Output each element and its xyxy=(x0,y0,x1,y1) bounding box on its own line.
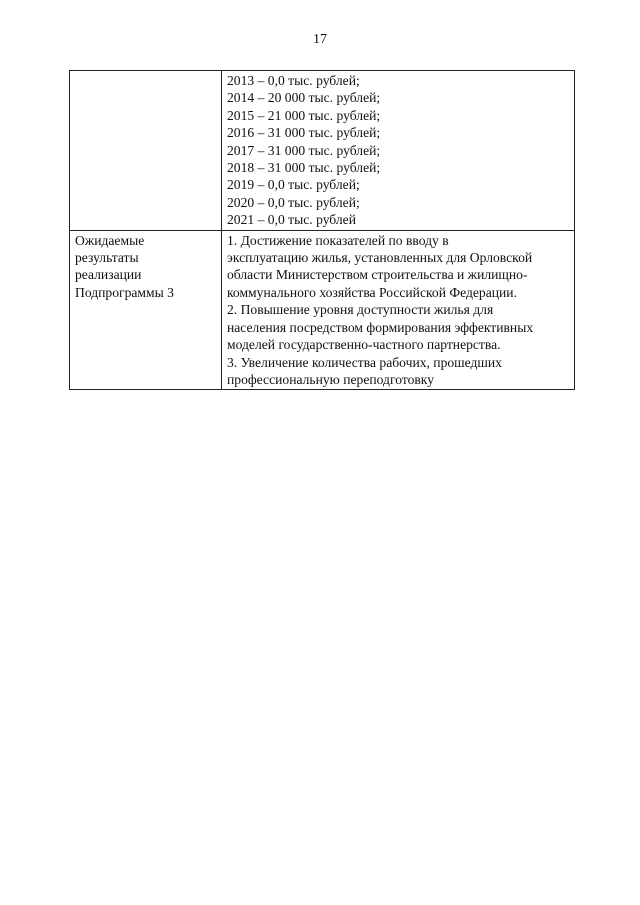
label-line: Подпрограммы 3 xyxy=(75,284,174,300)
financing-year-line: 2013 – 0,0 тыс. рублей; xyxy=(227,73,360,88)
financing-year-line: 2019 – 0,0 тыс. рублей; xyxy=(227,177,360,193)
page-number: 17 xyxy=(313,32,327,47)
result-line: коммунального хозяйства Российской Федерации. xyxy=(227,284,517,300)
expected-results-label-cell xyxy=(70,230,222,390)
result-line: 1. Достижение показателей по вводу в xyxy=(227,232,449,248)
label-line: Ожидаемые xyxy=(75,232,145,248)
label-cell-empty xyxy=(70,71,222,231)
result-line: моделей государственно-частного партнерства. xyxy=(227,337,501,353)
financing-year-line: 2018 – 31 000 тыс. рублей; xyxy=(227,160,381,176)
result-line: области Министерством строительства и жилищно- xyxy=(227,267,528,283)
financing-year-line: 2017 – 31 000 тыс. рублей; xyxy=(227,142,381,158)
financing-year-line: 2014 – 20 000 тыс. рублей; xyxy=(227,90,381,106)
financing-year-line: 2021 – 0,0 тыс. рублей xyxy=(227,212,356,228)
label-line: результаты xyxy=(75,250,139,266)
result-line: 3. Увеличение количества рабочих, прошедших xyxy=(227,354,502,370)
result-line: населения посредством формирования эффективных xyxy=(227,319,534,335)
result-line: 2. Повышение уровня доступности жилья для xyxy=(227,302,494,318)
expected-results-cell xyxy=(222,230,575,390)
result-line: профессиональную переподготовку xyxy=(227,371,434,387)
financing-year-line: 2020 – 0,0 тыс. рублей; xyxy=(227,194,360,210)
subprogram-table xyxy=(69,70,575,390)
financing-year-line: 2016 – 31 000 тыс. рублей; xyxy=(227,125,381,141)
label-line: реализации xyxy=(75,267,142,283)
financing-year-line: 2015 – 21 000 тыс. рублей; xyxy=(227,107,381,123)
table-row-expected-results xyxy=(70,230,575,390)
result-line: эксплуатацию жилья, установленных для Орловской xyxy=(227,250,533,266)
table-row-financing xyxy=(70,71,575,231)
financing-cell xyxy=(222,71,575,231)
